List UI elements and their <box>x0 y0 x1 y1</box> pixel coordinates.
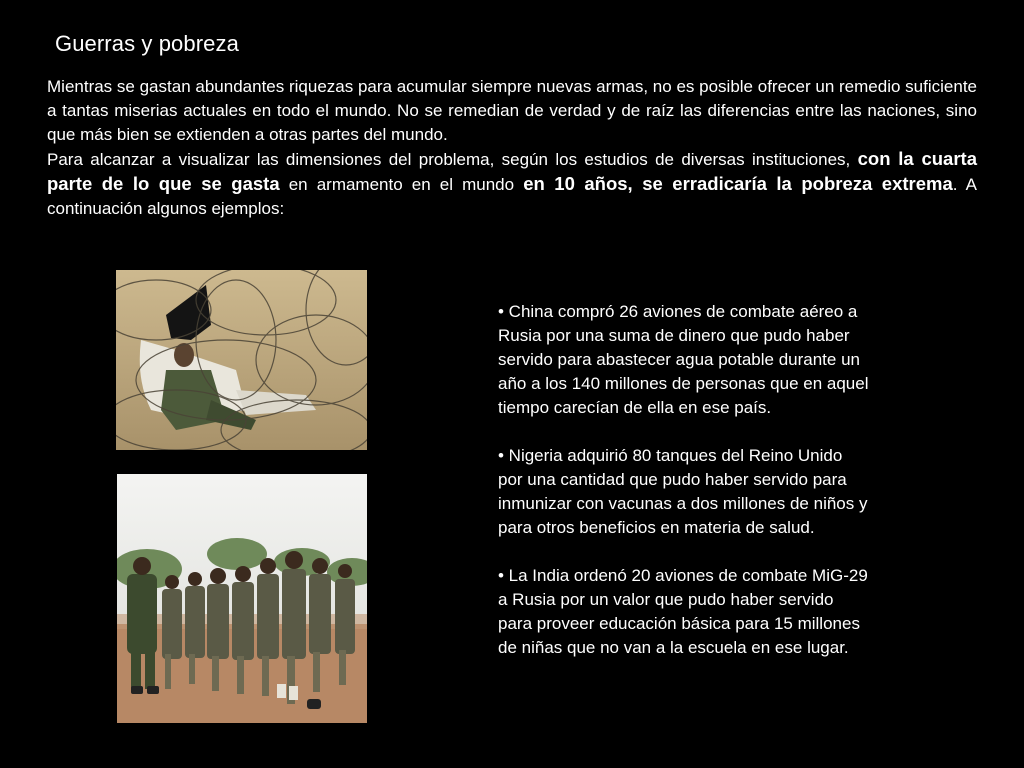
intro-paragraph-1: Mientras se gastan abundantes riquezas para acumular siempre nuevas armas, no es posible ofrecer un remedio suficiente a tantas miserias actuales en todo el mundo. No se remedian de verdad y de raíz las diferencias entre las naciones, sino que más bien se extienden a otras partes del mundo. <box>47 77 977 144</box>
prisoner-barbed-wire-photo <box>116 270 367 450</box>
intro-text <box>47 75 977 221</box>
intro-p2-highlight-2: en 10 años, se erradicaría la pobreza extrema <box>523 173 953 194</box>
intro-p2-text-c: en armamento en el mundo <box>279 175 524 194</box>
intro-p2-text-e: . A continuación algunos ejemplos: <box>47 175 977 218</box>
child-soldiers-photo <box>117 474 367 723</box>
example-china: • China compró 26 aviones de combate aéreo a Rusia por una suma de dinero que pudo haber servido para abastecer agua potable durante un año a los 140 millones de personas que en aquel tiempo carecían de ella en ese país. <box>498 302 869 417</box>
intro-paragraph-2 <box>47 147 977 221</box>
intro-p2-highlight-1: con la cuarta parte de lo que se gasta <box>47 148 977 194</box>
example-india: • La India ordenó 20 aviones de combate MiG-29 a Rusia por un valor que pudo haber servido para proveer educación básica para 15 millones de niñas que no van a la escuela en ese lugar. <box>498 566 868 657</box>
slide-title: Guerras y pobreza <box>55 31 239 56</box>
intro-p2-text-a: Para alcanzar a visualizar las dimensiones del problema, según los estudios de diversas instituciones, <box>47 150 858 169</box>
example-nigeria: • Nigeria adquirió 80 tanques del Reino Unido por una cantidad que pudo haber servido para inmunizar con vacunas a dos millones de niños y para otros beneficios en materia de salud. <box>498 446 868 537</box>
examples-list <box>498 300 968 684</box>
